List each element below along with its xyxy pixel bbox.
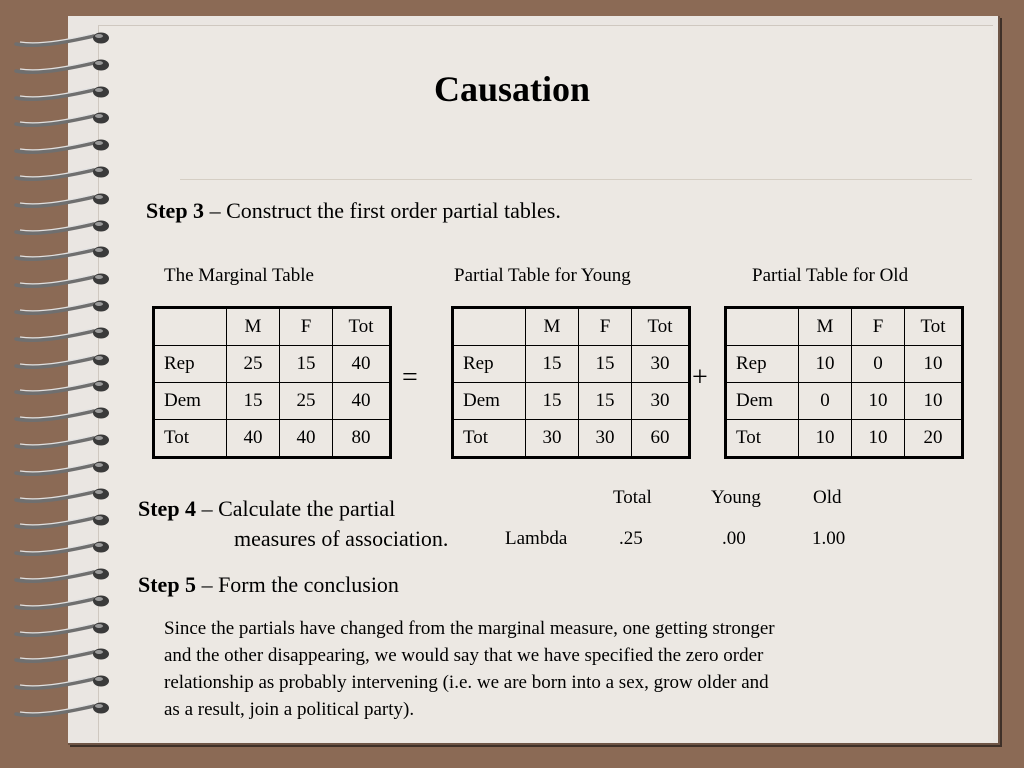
table-cell <box>726 308 799 346</box>
table-row <box>453 346 690 383</box>
table-cell: Tot <box>726 420 799 458</box>
table-cell: Tot <box>154 420 227 458</box>
table-row <box>154 420 391 458</box>
measure-header-old: Old <box>813 487 842 508</box>
table-cell: 10 <box>905 383 963 420</box>
table-row <box>453 420 690 458</box>
table-cell <box>154 308 227 346</box>
table-cell: M <box>526 308 579 346</box>
table-cell: 25 <box>227 346 280 383</box>
table-row <box>726 346 963 383</box>
marginal-table <box>152 306 392 459</box>
table-cell: 40 <box>227 420 280 458</box>
conclusion-line: relationship as probably intervening (i.e. we are born into a sex, grow older and <box>164 672 769 693</box>
table-cell: 40 <box>280 420 333 458</box>
table-cell: 60 <box>632 420 690 458</box>
table-cell: Tot <box>333 308 391 346</box>
table-cell: F <box>852 308 905 346</box>
step-3-dash: – <box>209 198 221 223</box>
young-table-caption: Partial Table for Young <box>454 265 631 286</box>
step-4-dash: – <box>201 496 213 521</box>
table-row <box>154 383 391 420</box>
lambda-old: 1.00 <box>812 528 846 549</box>
table-cell: Tot <box>632 308 690 346</box>
table-cell: 30 <box>632 346 690 383</box>
table-cell: 15 <box>579 383 632 420</box>
equals-sign: = <box>402 362 418 393</box>
table-cell <box>453 308 526 346</box>
table-cell: 10 <box>852 383 905 420</box>
table-cell: 15 <box>280 346 333 383</box>
step-5-dash: – <box>201 572 213 597</box>
table-cell: 10 <box>799 346 852 383</box>
table-cell: 10 <box>852 420 905 458</box>
conclusion-line: as a result, join a political party). <box>164 699 415 720</box>
table-cell: 15 <box>579 346 632 383</box>
slide-title: Causation <box>433 69 591 109</box>
step-3 <box>146 198 561 224</box>
table-cell: 15 <box>526 383 579 420</box>
old-table <box>724 306 964 459</box>
table-cell: 25 <box>280 383 333 420</box>
table-cell: Dem <box>453 383 526 420</box>
table-cell: 10 <box>905 346 963 383</box>
young-table <box>451 306 691 459</box>
table-row <box>726 383 963 420</box>
table-cell: Dem <box>726 383 799 420</box>
step-3-label: Step 3 <box>146 198 205 223</box>
table-cell: F <box>579 308 632 346</box>
table-row <box>154 346 391 383</box>
table-cell: Dem <box>154 383 227 420</box>
table-cell: Rep <box>154 346 227 383</box>
table-cell: 40 <box>333 383 391 420</box>
step-5-text: Form the conclusion <box>218 572 399 597</box>
conclusion-line: Since the partials have changed from the marginal measure, one getting stronger <box>164 618 775 639</box>
measure-header-young: Young <box>711 487 761 508</box>
lambda-young: .00 <box>722 528 746 549</box>
marginal-table-caption: The Marginal Table <box>164 265 314 286</box>
table-cell: 30 <box>632 383 690 420</box>
plus-sign: + <box>692 362 708 393</box>
table-cell: 15 <box>526 346 579 383</box>
step-4-label: Step 4 <box>138 496 197 521</box>
table-cell: 0 <box>852 346 905 383</box>
table-cell: Tot <box>905 308 963 346</box>
step-3-text: Construct the first order partial tables. <box>226 198 561 223</box>
step-4 <box>138 496 395 522</box>
table-header-row <box>726 308 963 346</box>
table-cell: F <box>280 308 333 346</box>
measure-header-total: Total <box>613 487 652 508</box>
table-cell: 40 <box>333 346 391 383</box>
table-cell: M <box>799 308 852 346</box>
table-cell: 15 <box>227 383 280 420</box>
table-header-row <box>453 308 690 346</box>
step-5-label: Step 5 <box>138 572 197 597</box>
table-cell: 80 <box>333 420 391 458</box>
table-header-row <box>154 308 391 346</box>
step-4-line-2: measures of association. <box>234 526 449 551</box>
table-cell: 30 <box>579 420 632 458</box>
table-cell: 20 <box>905 420 963 458</box>
table-cell: 0 <box>799 383 852 420</box>
table-row <box>453 383 690 420</box>
old-table-caption: Partial Table for Old <box>752 265 909 286</box>
title-divider <box>180 179 972 180</box>
table-cell: 30 <box>526 420 579 458</box>
table-cell: Rep <box>726 346 799 383</box>
table-row <box>726 420 963 458</box>
lambda-label: Lambda <box>505 528 568 549</box>
step-4-line-1: Calculate the partial <box>218 496 396 521</box>
table-cell: Rep <box>453 346 526 383</box>
step-5 <box>138 572 399 598</box>
conclusion-paragraph <box>164 615 924 723</box>
table-cell: 10 <box>799 420 852 458</box>
lambda-total: .25 <box>619 528 643 549</box>
table-cell: M <box>227 308 280 346</box>
conclusion-line: and the other disappearing, we would say that we have specified the zero order <box>164 645 764 666</box>
table-cell: Tot <box>453 420 526 458</box>
